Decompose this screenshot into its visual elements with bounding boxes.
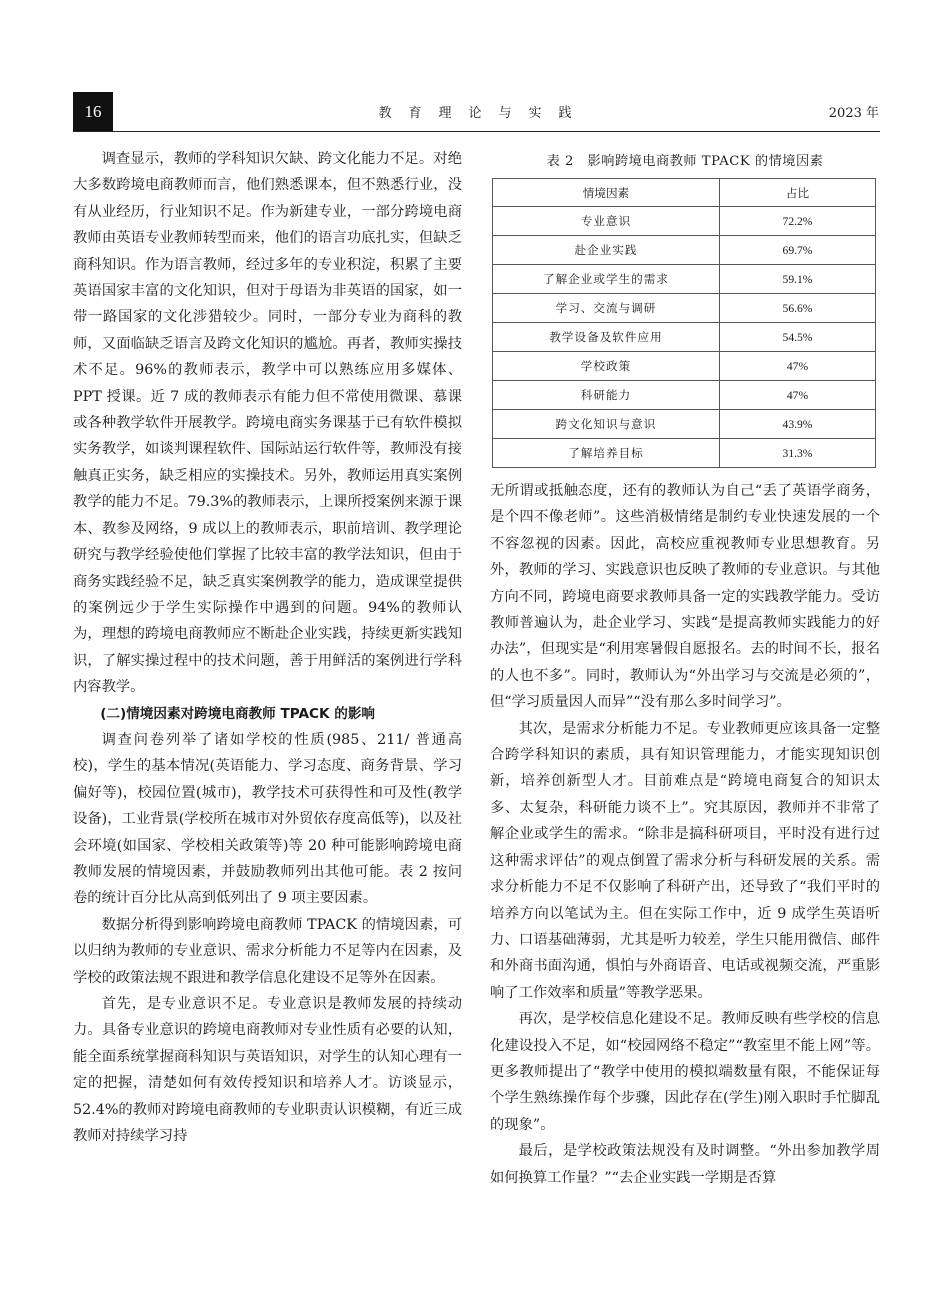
table-row	[493, 410, 876, 439]
percentage-cell: 56.6%	[720, 294, 876, 323]
table-row	[493, 352, 876, 381]
factor-cell: 跨文化知识与意识	[493, 410, 720, 439]
table-row	[493, 294, 876, 323]
factor-cell: 科研能力	[493, 381, 720, 410]
percentage-cell: 31.3%	[720, 439, 876, 468]
factor-table	[492, 178, 876, 468]
paragraph: 再次，是学校信息化建设不足。教师反映有些学校的信息化建设投入不足，如“校园网络不稳定”“教室里不能上网”等。更多教师提出了“教学中使用的模拟端数量有限，不能保证每个学生熟练操作每个步骤，因此存在(学生)刚入职时手忙脚乱的现象”。	[490, 1011, 880, 1133]
factor-cell: 学校政策	[493, 352, 720, 381]
percentage-cell: 72.2%	[720, 207, 876, 236]
left-column	[73, 146, 462, 1149]
table-caption: 表 2 影响跨境电商教师 TPACK 的情境因素	[546, 154, 824, 169]
percentage-cell: 47%	[720, 381, 876, 410]
right-column	[490, 478, 880, 1191]
factor-cell: 了解企业或学生的需求	[493, 265, 720, 294]
table-row	[493, 236, 876, 265]
percentage-cell: 43.9%	[720, 410, 876, 439]
paragraph: 数据分析得到影响跨境电商教师 TPACK 的情境因素，可以归纳为教师的专业意识、需求分析能力不足等内在因素，及学校的政策法规不跟进和教学信息化建设不足等外在因素。	[73, 916, 462, 986]
percentage-cell: 59.1%	[720, 265, 876, 294]
journal-year: 2023 年	[828, 106, 879, 121]
paragraph: 调查问卷列举了诸如学校的性质(985、211/ 普通高校)，学生的基本情况(英语能力、学习态度、商务背景、学习偏好等)，校园位置(城市)，教学技术可获得性和可及性(教学设备)，工业背景(学校所在城市对外贸依存度高低等)，以及社会环境(如国家、学校相关政策等)等 20 种可能影响跨境电商教师发展的情境因素，并鼓励教师列出其他可能。表 2 按问卷的统计百分比从高到低列出了 9 项主要因素。	[73, 731, 462, 907]
table-row	[493, 323, 876, 352]
paragraph: 无所谓或抵触态度，还有的教师认为自己“丢了英语学商务，是个四不像老师”。这些消极情绪是制约专业快速发展的一个不容忽视的因素。因此，高校应重视教师专业思想教育。另外，教师的学习、实践意识也反映了教师的专业意识。与其他方向不同，跨境电商要求教师具备一定的实践教学能力。受访教师普遍认为，赴企业学习、实践“是提高教师实践能力的好办法”，但现实是“利用寒暑假自愿报名。去的时间不长，报名的人也不多”。同时，教师认为“外出学习与交流是必须的”，但“学习质量因人而异”“没有那么多时间学习”。	[490, 483, 880, 711]
paragraph: 最后，是学校政策法规没有及时调整。“外出参加教学周如何换算工作量？”“去企业实践一学期是否算	[490, 1143, 880, 1186]
factor-cell: 教学设备及软件应用	[493, 323, 720, 352]
percentage-cell: 69.7%	[720, 236, 876, 265]
journal-title: 教育理论与实践	[378, 106, 589, 121]
factor-cell: 学习、交流与调研	[493, 294, 720, 323]
table-row	[493, 439, 876, 468]
percentage-cell: 47%	[720, 352, 876, 381]
table-row	[493, 207, 876, 236]
factor-cell: 赴企业实践	[493, 236, 720, 265]
factor-cell: 专业意识	[493, 207, 720, 236]
header-percentage: 占比	[720, 179, 876, 207]
page-number: 16	[73, 92, 113, 132]
header-factor: 情境因素	[493, 179, 720, 207]
table-header-row	[493, 179, 876, 207]
table-row	[493, 381, 876, 410]
table-row	[493, 265, 876, 294]
percentage-cell: 54.5%	[720, 323, 876, 352]
header-rule	[73, 131, 880, 132]
paragraph: 其次，是需求分析能力不足。专业教师更应该具备一定整合跨学科知识的素质，具有知识管理能力，才能实现知识创新，培养创新型人才。目前难点是“跨境电商复合的知识太多、太复杂，科研能力谈不上”。究其原因，教师并不非常了解企业或学生的需求。“除非是搞科研项目，平时没有进行过这种需求评估”的观点倒置了需求分析与科研发展的关系。需求分析能力不足不仅影响了科研产出，还导致了“我们平时的培养方向以笔试为主。但在实际工作中，近 9 成学生英语听力、口语基础薄弱，尤其是听力较差，学生只能用微信、邮件和外商书面沟通，惧怕与外商语音、电话或视频交流，严重影响了工作效率和质量”等教学恶果。	[490, 720, 880, 1001]
factor-cell: 了解培养目标	[493, 439, 720, 468]
section-subheading: (二)情境因素对跨境电商教师 TPACK 的影响	[100, 705, 376, 722]
paragraph: 首先，是专业意识不足。专业意识是教师发展的持续动力。具备专业意识的跨境电商教师对专业性质有必要的认知，能全面系统掌握商科知识与英语知识，对学生的认知心理有一定的把握，清楚如何有效传授知识和培养人才。访谈显示，52.4%的教师对跨境电商教师的专业职责认识模糊，有近三成教师对持续学习持	[73, 996, 462, 1145]
paragraph: 调查显示，教师的学科知识欠缺、跨文化能力不足。对绝大多数跨境电商教师而言，他们熟悉课本，但不熟悉行业，没有从业经历，行业知识不足。作为新建专业，一部分跨境电商教师由英语专业教师转型而来，他们的语言功底扎实，但缺乏商科知识。作为语言教师，经过多年的专业积淀，积累了主要英语国家丰富的文化知识，但对于母语为非英语的国家，如一带一路国家的文化涉猎较少。同时，一部分专业为商科的教师，又面临缺乏语言及跨文化知识的尴尬。再者，教师实操技术不足。96%的教师表示，教学中可以熟练应用多媒体、PPT 授课。近 7 成的教师表示有能力但不常使用微课、慕课或各种教学软件开展教学。跨境电商实务课基于已有软件模拟实务教学，如谈判课程软件、国际站运行软件等，教师没有接触真正实务，缺乏相应的实操技术。另外，教师运用真实案例教学的能力不足。79.3%的教师表示，上课所授案例来源于课本、教参及网络，9 成以上的教师表示，职前培训、教学理论研究与教学经验使他们掌握了比较丰富的教学法知识，但由于商务实践经验不足，缺乏真实案例教学的能力，造成课堂提供的案例远少于学生实际操作中遇到的问题。94%的教师认为，理想的跨境电商教师应不断赴企业实践，持续更新实践知识，了解实操过程中的技术问题，善于用鲜活的案例进行学科内容教学。	[73, 151, 462, 696]
